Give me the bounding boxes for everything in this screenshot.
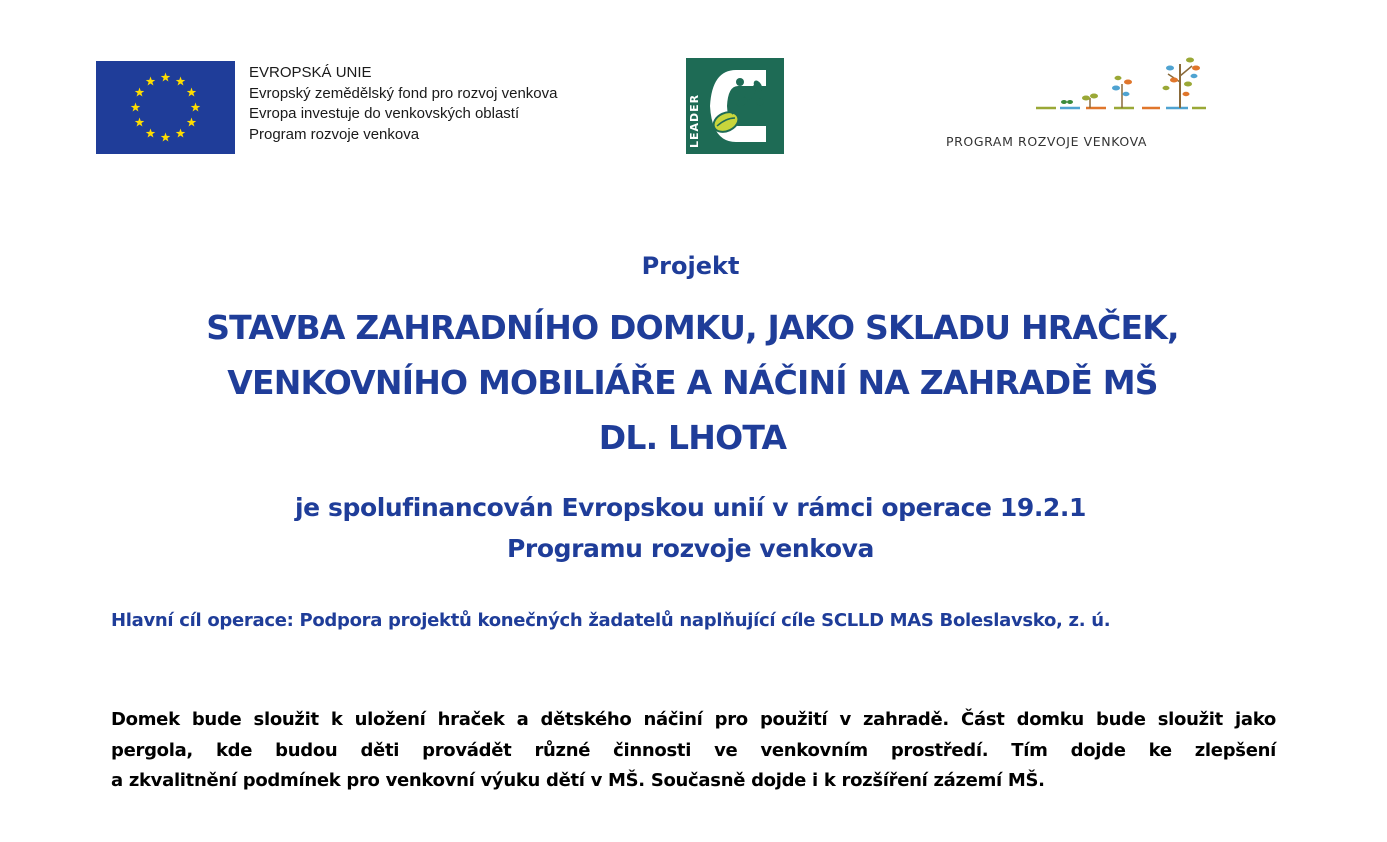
leader-logo [684, 56, 786, 156]
project-title-line-3: DL. LHOTA [598, 418, 787, 457]
eu-flag-logo [96, 61, 235, 154]
description-line-3: a zkvalitnění podmínek pro venkovní výuku dětí v MŠ. Současně dojde i k rozšíření zázemí MŠ. [111, 770, 1045, 791]
project-title [0, 300, 1386, 465]
funding-statement [0, 487, 1384, 569]
eu-fund-line: Evropský zemědělský fond pro rozvoj venkova [249, 84, 558, 102]
project-title-line-2: VENKOVNÍHO MOBILIÁŘE A NÁČINÍ NA ZAHRADĚ MŠ [227, 363, 1158, 402]
eu-program-line: Program rozvoje venkova [249, 125, 420, 143]
eu-invest-line: Evropa investuje do venkovských oblastí [249, 105, 520, 122]
prv-caption: PROGRAM ROZVOJE VENKOVA [946, 134, 1148, 149]
description-line-1: Domek bude sloužit k uložení hraček a dětského náčiní pro použití v zahradě. Část domku bude sloužit jako [111, 709, 1276, 730]
prv-logo [1030, 54, 1210, 116]
eu-title: EVROPSKÁ UNIE [249, 64, 372, 81]
leader-logo-text: LEADER [688, 93, 701, 148]
description-line-2: pergola, kde budou děti provádět různé činnosti ve venkovním prostředí. Tím dojde ke zlepšení [111, 739, 1276, 761]
funding-line-1: je spolufinancován Evropskou unií v rámci operace 19.2.1 [294, 493, 1087, 522]
project-title-line-1: STAVBA ZAHRADNÍHO DOMKU, JAKO SKLADU HRAČEK, [206, 308, 1179, 347]
operation-goal: Hlavní cíl operace: Podpora projektů konečných žadatelů naplňující cíle SCLLD MAS Boleslavsko, z. ú. [111, 610, 1111, 631]
project-label: Projekt [641, 252, 740, 280]
funding-line-2: Programu rozvoje venkova [507, 534, 874, 563]
eu-text-block [249, 63, 557, 145]
project-description [111, 705, 1276, 797]
